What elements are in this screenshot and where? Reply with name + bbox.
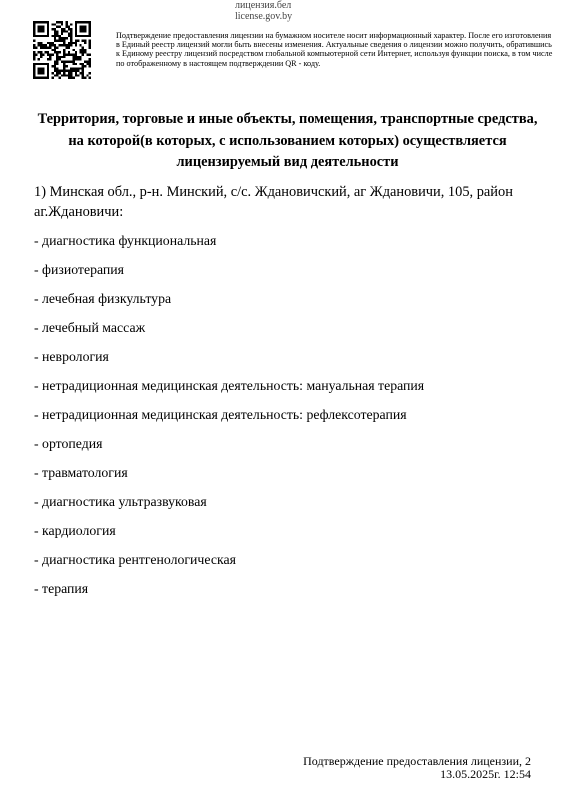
activity-item: - физиотерапия <box>34 262 125 277</box>
activity-item: - кардиология <box>34 523 116 538</box>
footer-datetime: 13.05.2025г. 12:54 <box>440 766 531 781</box>
page-footer <box>303 755 531 780</box>
site-link-primary[interactable]: лицензия.бел <box>235 0 292 11</box>
disclaimer-text: Подтверждение предоставления лицензии на бумажном носителе носит информационный характер. После его изготовления в Единый реестр лицензий могли быть внесены изменения. Актуальные сведения о лицензии можно получить, обратившись к Единому реестру лицензий посредством глобальной компьютерной сети Интернет, используя функции поиска, в том числе по отображенному в настоящем подтверждении QR - коду. <box>116 31 553 68</box>
activity-item: - нетрадиционная медицинская деятельность: мануальная терапия <box>34 378 425 393</box>
activity-item: - лечебный массаж <box>34 320 146 335</box>
activity-item: - диагностика функциональная <box>34 233 217 248</box>
activity-item: - диагностика ультразвуковая <box>34 494 207 509</box>
footer-confirmation: Подтверждение предоставления лицензии, 2 <box>303 754 531 768</box>
section-title: Территория, торговые и иные объекты, помещения, транспортные средства, на которой(в которых, с использованием которых) осуществляется лицензируемый вид деятельности <box>37 111 538 170</box>
activity-item: - неврология <box>34 349 109 364</box>
activities-list <box>34 232 424 609</box>
activity-item: - терапия <box>34 581 89 596</box>
activity-item: - диагностика рентгенологическая <box>34 552 236 567</box>
address-text: 1) Минская обл., р-н. Минский, с/с. Ждановичский, аг Ждановичи, 105, район аг.Ждановичи: <box>34 184 513 220</box>
site-link-secondary[interactable]: license.gov.by <box>235 11 293 22</box>
qr-code-icon <box>33 21 91 79</box>
activity-item: - лечебная физкультура <box>34 291 172 306</box>
activity-item: - нетрадиционная медицинская деятельность: рефлексотерапия <box>34 407 407 422</box>
activity-item: - ортопедия <box>34 436 103 451</box>
activity-item: - травматология <box>34 465 128 480</box>
site-links <box>235 0 292 22</box>
